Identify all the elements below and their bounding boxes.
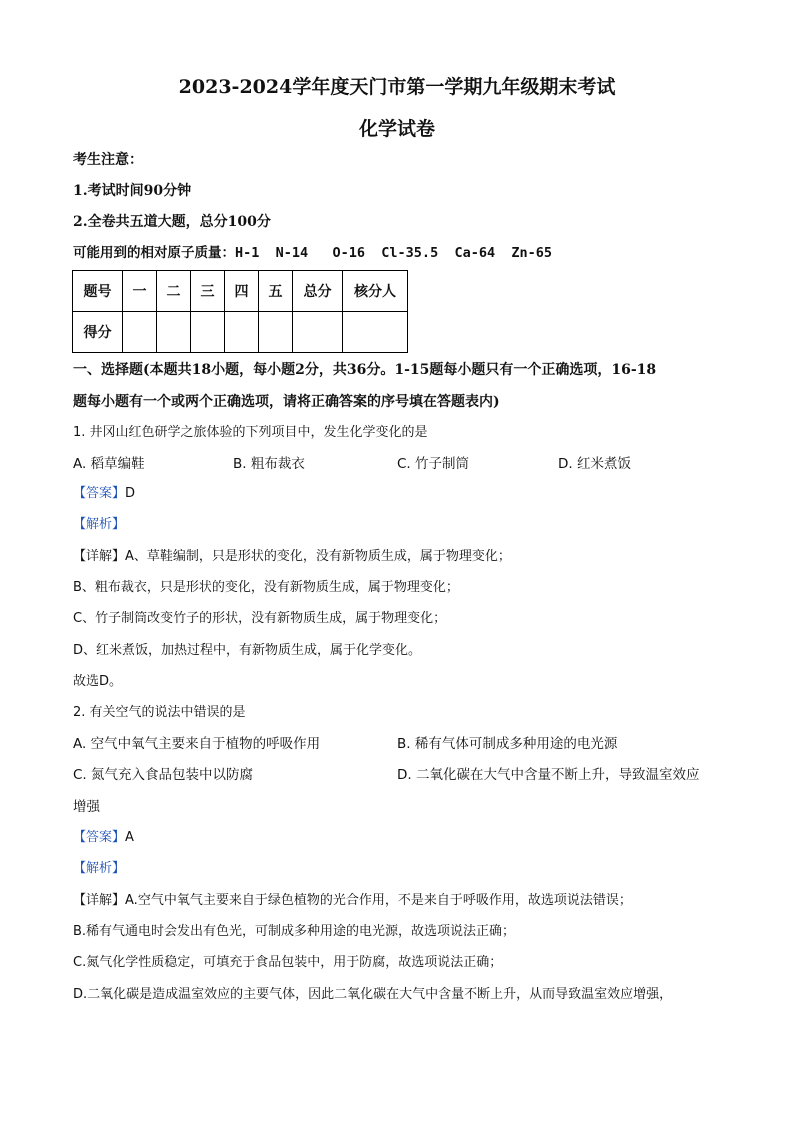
q2-detail-line-4: D.二氧化碳是造成温室效应的主要气体，因此二氧化碳在大气中含量不断上升，从而导致温室效应增强， <box>73 987 673 1002</box>
q1-option-a: A. 稻草编鞋 <box>73 456 145 472</box>
score-cell[interactable] <box>157 312 191 353</box>
q1-detail-line-3: C、竹子制筒改变竹子的形状，没有新物质生成，属于物理变化； <box>73 611 447 626</box>
score-row-label: 得分 <box>73 312 123 353</box>
score-cell[interactable] <box>293 312 343 353</box>
score-table-header-cell: 三 <box>191 271 225 312</box>
q2-answer-label: 【答案】 <box>73 830 126 845</box>
q1-detail-line-1 <box>73 547 511 567</box>
score-table-header-cell: 二 <box>157 271 191 312</box>
section1-heading-line1: 一、选择题(本题共18小题，每小题2分，共36分。1-15题每小题只有一个正确选项，16-18 <box>73 362 657 378</box>
notice-heading: 考生注意： <box>73 152 143 168</box>
q1-stem: 1. 井冈山红色研学之旅体验的下列项目中，发生化学变化的是 <box>73 425 428 440</box>
score-table-header-cell: 核分人 <box>343 271 408 312</box>
score-cell[interactable] <box>259 312 293 353</box>
page-subtitle: 化学试卷 <box>358 118 435 140</box>
score-table-header-cell: 五 <box>259 271 293 312</box>
score-cell[interactable] <box>191 312 225 353</box>
q2-detail-line-2: B.稀有气通电时会发出有色光，可制成多种用途的电光源，故选项说法正确； <box>73 924 516 939</box>
q1-analysis-label: 【解析】 <box>73 517 126 532</box>
q1-option-b: B. 粗布裁衣 <box>233 456 305 472</box>
score-cell[interactable] <box>123 312 157 353</box>
q2-option-d-continued: 增强 <box>73 799 100 815</box>
q2-detail-line-1 <box>73 891 632 911</box>
q1-detail-line-2: B、粗布裁衣，只是形状的变化，没有新物质生成，属于物理变化； <box>73 580 459 595</box>
q2-analysis-label: 【解析】 <box>73 861 126 876</box>
score-table-header-row <box>73 271 408 312</box>
score-table <box>72 270 408 353</box>
score-table-score-row <box>73 312 408 353</box>
q2-detail-line-3: C.氮气化学性质稳定，可填充于食品包装中，用于防腐，故选项说法正确； <box>73 955 503 970</box>
q1-detail-text: A、草鞋编制，只是形状的变化，没有新物质生成，属于物理变化； <box>125 549 511 564</box>
q1-answer-label: 【答案】 <box>73 486 126 501</box>
score-cell[interactable] <box>225 312 259 353</box>
atomic-masses: 可能用到的相对原子质量：H-1 N-14 O-16 Cl-35.5 Ca-64 Zn-65 <box>73 245 552 261</box>
q2-answer-line <box>73 828 134 848</box>
q1-answer-line <box>73 484 135 504</box>
q1-option-d: D. 红米煮饭 <box>558 456 631 472</box>
score-table-header-cell: 一 <box>123 271 157 312</box>
q2-option-c: C. 氮气充入食品包装中以防腐 <box>73 767 254 783</box>
q2-answer-value: A <box>125 830 134 845</box>
score-table-header-cell: 题号 <box>73 271 123 312</box>
q2-detail-text: A.空气中氧气主要来自于绿色植物的光合作用，不是来自于呼吸作用，故选项说法错误； <box>125 893 632 908</box>
q1-detail-line-4: D、红米煮饭，加热过程中，有新物质生成，属于化学变化。 <box>73 643 422 658</box>
q2-option-a: A. 空气中氧气主要来自于植物的呼吸作用 <box>73 736 321 752</box>
q2-detail-label: 【详解】 <box>73 893 126 908</box>
q1-answer-value: D <box>125 486 136 501</box>
q2-option-b: B. 稀有气体可制成多种用途的电光源 <box>397 736 618 752</box>
page-title: 2023-2024学年度天门市第一学期九年级期末考试 <box>178 76 616 98</box>
q1-conclusion: 故选D。 <box>73 674 123 689</box>
q2-option-d: D. 二氧化碳在大气中含量不断上升，导致温室效应 <box>397 767 700 783</box>
score-cell[interactable] <box>343 312 408 353</box>
section1-heading-line2: 题每小题有一个或两个正确选项，请将正确答案的序号填在答题表内) <box>73 394 500 410</box>
score-table-header-cell: 总分 <box>293 271 343 312</box>
score-table-header-cell: 四 <box>225 271 259 312</box>
notice-item-1: 1.考试时间90分钟 <box>73 183 192 199</box>
q1-detail-label: 【详解】 <box>73 549 126 564</box>
q2-stem: 2. 有关空气的说法中错误的是 <box>73 705 246 720</box>
q1-option-c: C. 竹子制筒 <box>397 456 470 472</box>
notice-item-2: 2.全卷共五道大题，总分100分 <box>73 214 271 230</box>
